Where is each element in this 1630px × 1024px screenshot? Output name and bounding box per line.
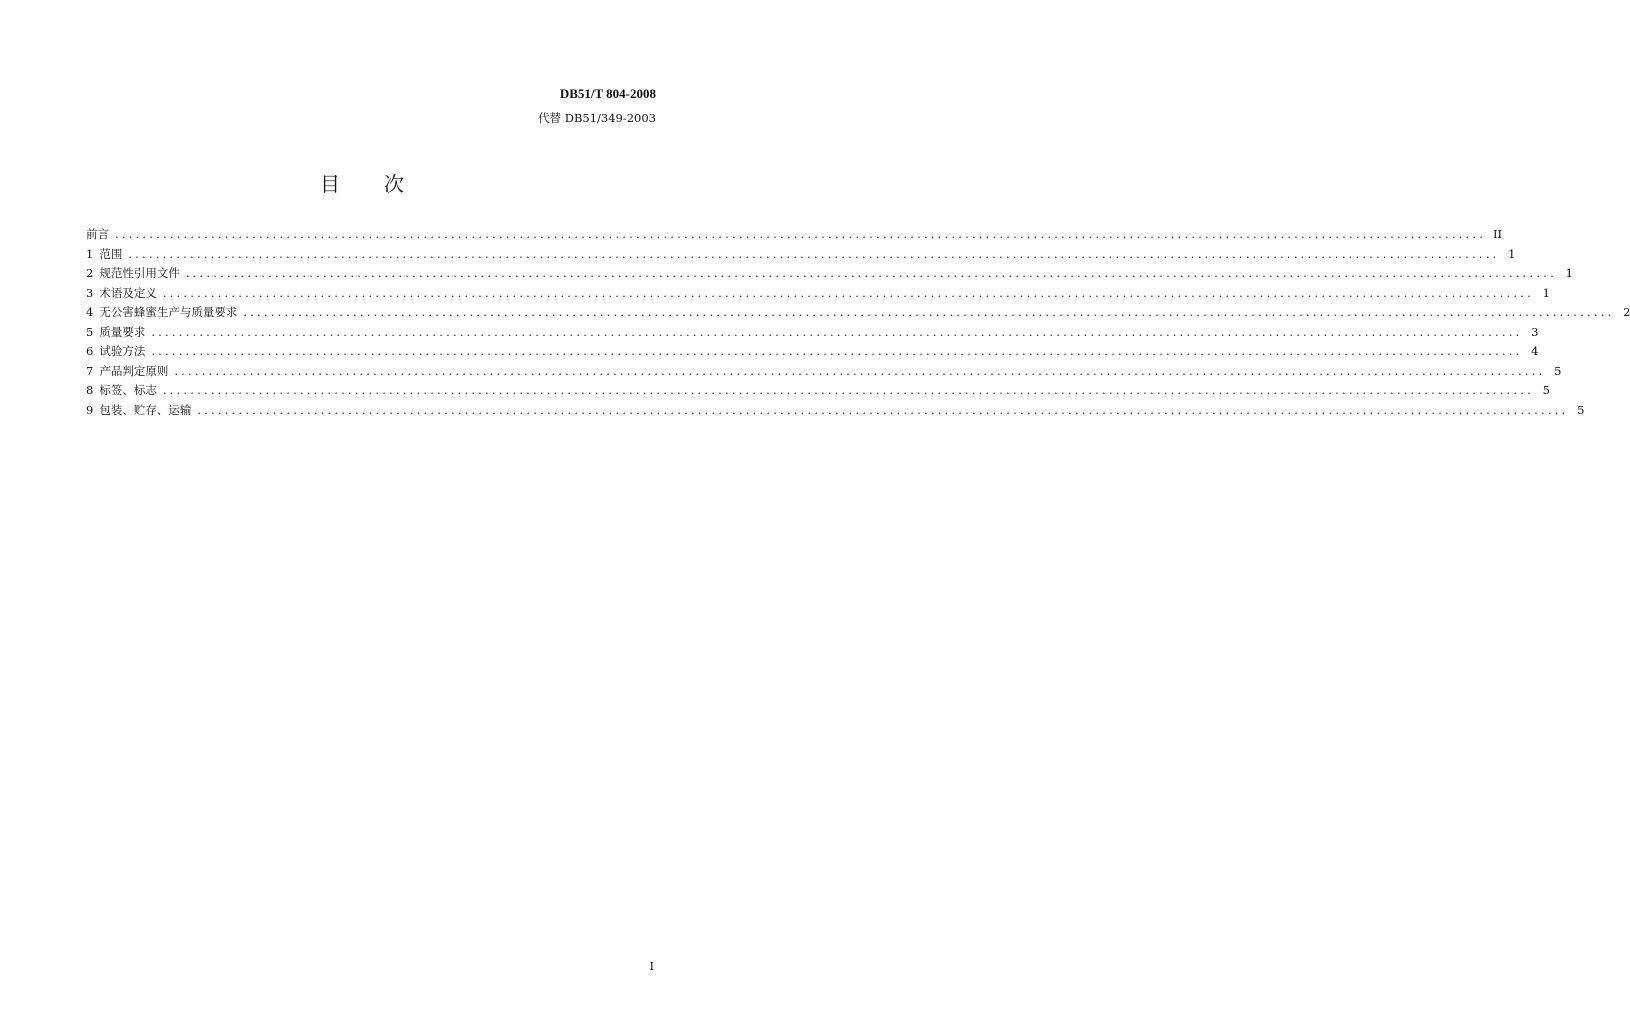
toc-title (0, 168, 724, 197)
toc-entry-8[interactable] (86, 382, 1550, 402)
toc-entry-label: 包装、贮存、运输 (99, 402, 192, 417)
toc-entry-page: 5 (1554, 363, 1562, 378)
toc-entry-page: II (1493, 227, 1503, 241)
toc-entry-number: 9 (86, 402, 94, 417)
table-of-contents (86, 226, 1630, 421)
toc-entry-label: 质量要求 (99, 324, 146, 339)
toc-leader-dots: ........................................................................................................................................................................................................ (162, 285, 1534, 300)
toc-entry-number: 3 (86, 285, 94, 300)
toc-entry-number: 8 (86, 383, 94, 397)
toc-entry-page: 1 (1565, 266, 1573, 280)
toc-entry-9[interactable] (86, 402, 1585, 422)
toc-entry-label: 无公害蜂蜜生产与质量要求 (99, 305, 238, 319)
standard-code: DB51/T 804-2008 (559, 86, 656, 101)
toc-entry-page: 1 (1542, 285, 1550, 300)
toc-title-first-char: 目 (320, 172, 340, 196)
toc-entry-number: 5 (86, 324, 94, 339)
toc-entry-page: 3 (1531, 324, 1539, 339)
toc-entry-number: 1 (86, 246, 94, 261)
toc-entry-label: 产品判定原则 (99, 363, 169, 378)
toc-entry-number: 4 (86, 305, 94, 319)
toc-entry-label: 前言 (86, 227, 109, 241)
toc-entry-foreword[interactable] (86, 226, 1503, 246)
replaces-standard: 代替 DB51/349-2003 (538, 111, 656, 125)
toc-leader-dots: ........................................................................................................................................................................................................ (197, 402, 1569, 417)
toc-entry-7[interactable] (86, 363, 1562, 383)
toc-leader-dots: ........................................................................................................................................................................................................ (174, 363, 1546, 378)
toc-entry-page: 4 (1531, 344, 1539, 358)
toc-entry-label: 试验方法 (99, 344, 146, 358)
toc-entry-label: 规范性引用文件 (99, 266, 180, 280)
toc-leader-dots: ........................................................................................................................................................................................................ (162, 383, 1534, 397)
toc-leader-dots: ........................................................................................................................................................................................................ (243, 305, 1615, 319)
toc-entry-page: 5 (1577, 402, 1585, 417)
toc-title-second-char: 次 (384, 172, 404, 196)
toc-entry-label: 术语及定义 (99, 285, 157, 300)
toc-entry-page: 2 (1623, 305, 1630, 319)
toc-leader-dots: ........................................................................................................................................................................................................ (151, 324, 1523, 339)
toc-entry-number: 7 (86, 363, 94, 378)
toc-entry-4[interactable] (86, 304, 1630, 324)
toc-entry-label: 标签、标志 (99, 383, 157, 397)
toc-entry-1[interactable] (86, 246, 1516, 266)
toc-entry-label: 范围 (99, 246, 123, 261)
toc-entry-6[interactable] (86, 343, 1539, 363)
toc-entry-number: 2 (86, 266, 94, 280)
toc-entry-5[interactable] (86, 324, 1539, 344)
toc-leader-dots: ........................................................................................................................................................................................................ (128, 246, 1500, 261)
toc-entry-number: 6 (86, 344, 94, 358)
toc-entry-2[interactable] (86, 265, 1573, 285)
toc-entry-3[interactable] (86, 285, 1550, 305)
toc-entry-page: 1 (1508, 246, 1516, 261)
toc-entry-page: 5 (1542, 383, 1550, 397)
page-number: I (649, 960, 654, 973)
toc-leader-dots: ........................................................................................................................................................................................................ (151, 344, 1523, 358)
toc-leader-dots: ........................................................................................................................................................................................................ (115, 227, 1487, 241)
toc-leader-dots: ........................................................................................................................................................................................................ (185, 266, 1557, 280)
